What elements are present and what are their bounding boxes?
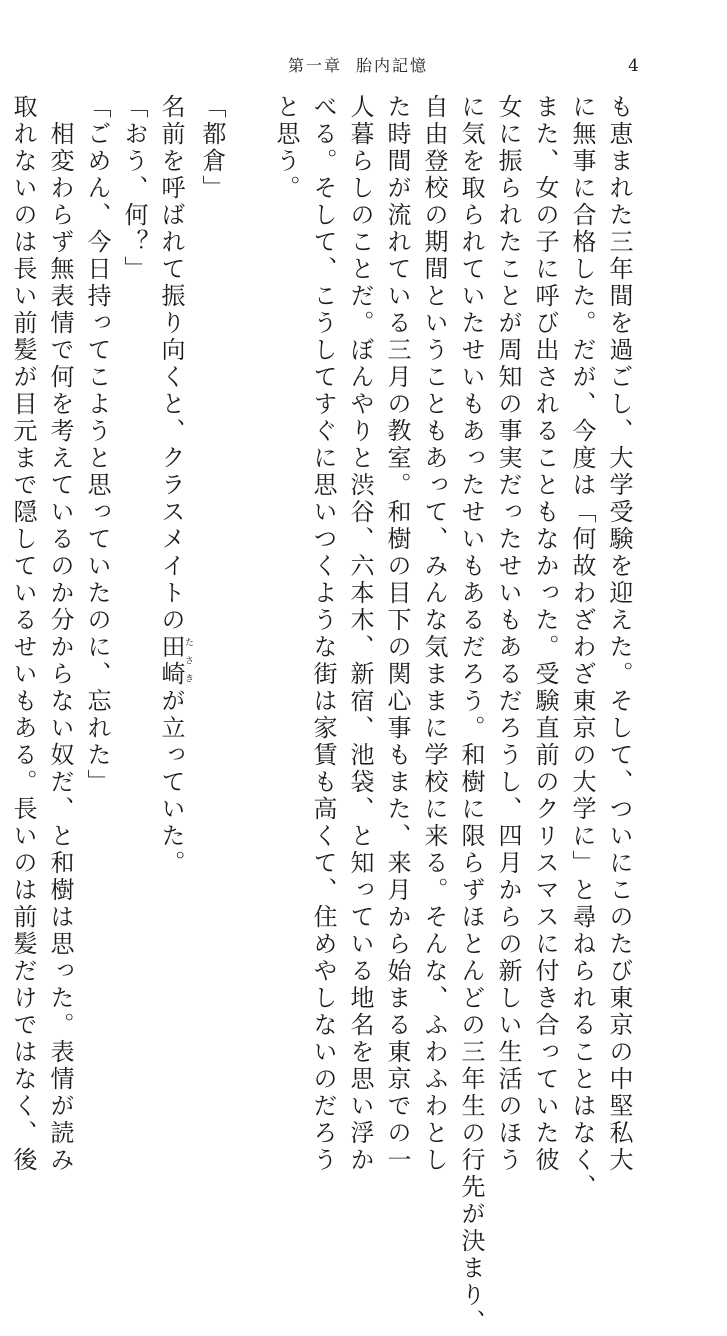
- running-head: [288, 54, 428, 78]
- text-line: 自由登校の期間ということもあって、みんな気ままに学校に来る。そんな、ふわふわとし: [420, 94, 448, 1174]
- text-line: 取れないのは長い前髪が目元まで隠しているせいもある。長いのは前髪だけではなく、後: [9, 94, 37, 1174]
- text-line: 女に振られたことが周知の事実だったせいもあるだろうし、四月からの新しい生活のほう: [494, 94, 522, 1174]
- chapter-label: 第一章: [288, 56, 343, 75]
- text-line: 人暮らしのことだ。ぼんやりと渋谷、六本木、新宿、池袋、と知っている地名を思い浮か: [346, 94, 374, 1174]
- ruby-name: [157, 634, 193, 688]
- text-line: も恵まれた三年間を過ごし、大学受験を迎えた。そして、ついにこのたび東京の中堅私大: [605, 94, 633, 1174]
- ruby-reading: たさき: [183, 634, 193, 688]
- text-fragment: 名前を呼ばれて振り向くと、クラスメイトの: [157, 94, 185, 634]
- text-fragment: が立っていた。: [157, 688, 185, 877]
- text-line: 相変わらず無表情で何を考えているのか分からない奴だ、と和樹は思った。表情が読み: [46, 94, 74, 1174]
- ruby-base: 田崎: [157, 634, 185, 688]
- page-number: 4: [628, 56, 639, 76]
- text-line: に気を取られていたせいもあったせいもあるだろう。和樹に限らずほとんどの三年生の行先が決まり、: [457, 94, 485, 1336]
- body-text: [4, 94, 637, 1336]
- chapter-title: 胎内記憶: [356, 56, 429, 75]
- text-line: 「都倉」: [198, 94, 226, 202]
- text-line-with-ruby: [152, 94, 193, 974]
- text-line: と思う。: [272, 94, 300, 202]
- text-line: べる。そして、こうしてすぐに思いつくような街は家賃も高くて、住めやしないのだろう: [309, 94, 337, 1174]
- text-line: 「おう、何？」: [120, 94, 148, 283]
- blank-line: [230, 94, 267, 974]
- text-line: 「ごめん、今日持ってこようと思っていたのに、忘れた」: [83, 94, 111, 796]
- text-line: に無事に合格した。だが、今度は「何故わざわざ東京の大学に」と尋ねられることはなく、: [568, 94, 596, 1201]
- text-line: た時間が流れている三月の教室。和樹の目下の関心事もまた、来月から始まる東京での一: [383, 94, 411, 1174]
- text-line: また、女の子に呼び出されることもなかった。受験直前のクリスマスに付き合っていた彼: [531, 94, 559, 1174]
